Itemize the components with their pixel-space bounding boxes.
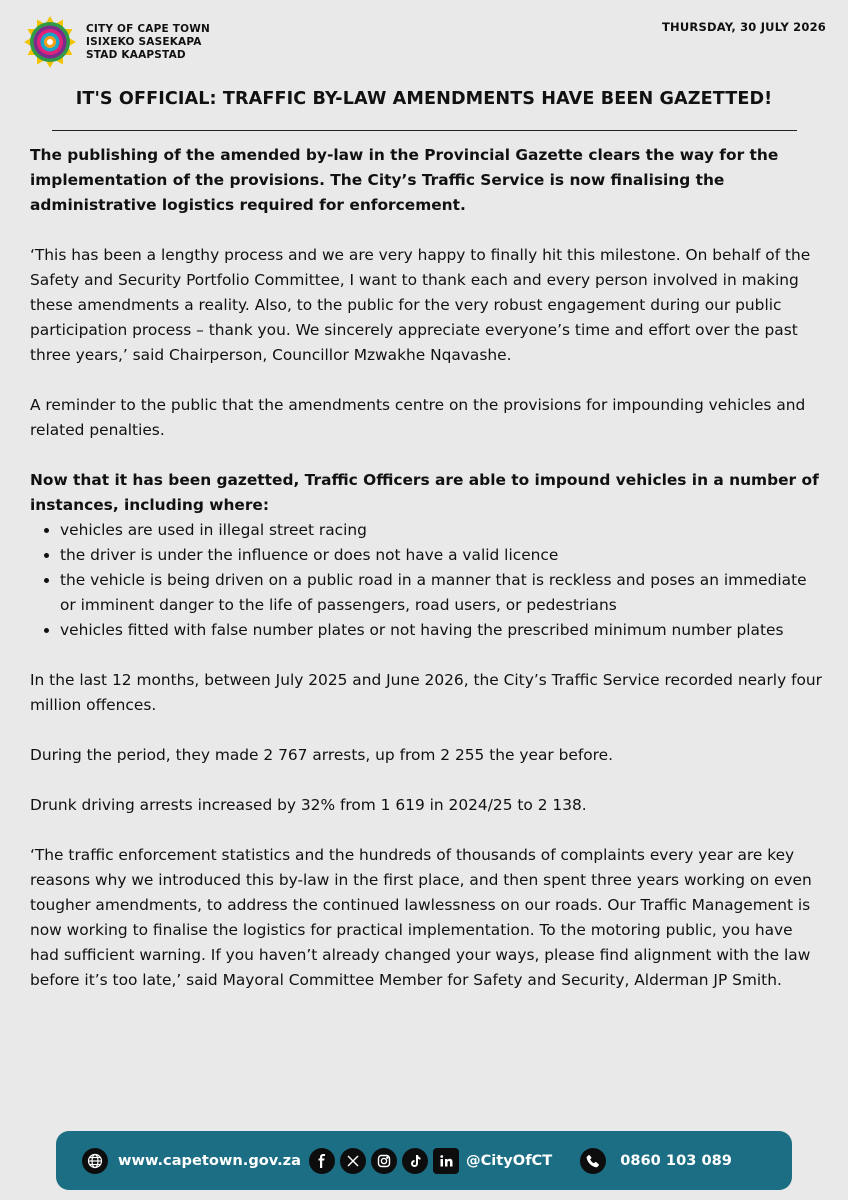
stat-paragraph-2: During the period, they made 2 767 arrests, up from 2 255 the year before.: [30, 746, 614, 764]
tiktok-icon[interactable]: [402, 1148, 428, 1174]
quote-paragraph-1: ‘This has been a lengthy process and we are very happy to finally hit this milestone. On behalf of the Safety and Security Portfolio Committee, I want to thank each and every person involved in making these amendments a reality. Also, to the public for the very robust engagement during our public participation process – thank you. We sincerely appreciate everyone’s time and effort over the past three years,’ said Chairperson, Councillor Mzwakhe Nqavashe.: [30, 246, 811, 364]
org-name-line3: STAD KAAPSTAD: [86, 48, 186, 61]
org-name-line1: CITY OF CAPE TOWN: [86, 22, 211, 35]
instagram-icon[interactable]: [371, 1148, 397, 1174]
article-body: [30, 143, 824, 1018]
list-item: • the vehicle is being driven on a public road in a manner that is reckless and poses an immediate or imminent danger to the life of passengers, road users, or pedestrians: [60, 568, 824, 618]
intro-paragraph: The publishing of the amended by-law in the Provincial Gazette clears the way for the implementation of the provisions. The City’s Traffic Service is now finalising the administrative logistics required for enforcement.: [30, 146, 779, 214]
impound-list: [30, 518, 824, 643]
list-item: • vehicles fitted with false number plates or not having the prescribed minimum number plates: [60, 618, 824, 643]
globe-icon: [82, 1148, 108, 1174]
stat-paragraph-3: Drunk driving arrests increased by 32% from 1 619 in 2024/25 to 2 138.: [30, 796, 587, 814]
city-logo: [24, 16, 210, 68]
org-name-line2: ISIXEKO SASEKAPA: [86, 35, 202, 48]
phone-icon: [580, 1148, 606, 1174]
footer-bar: [56, 1131, 792, 1190]
headline: IT'S OFFICIAL: TRAFFIC BY-LAW AMENDMENTS HAVE BEEN GAZETTED!: [75, 89, 773, 109]
facebook-icon[interactable]: [309, 1148, 335, 1174]
x-icon[interactable]: [340, 1148, 366, 1174]
publish-date: THURSDAY, 30 JULY 2026: [662, 20, 826, 34]
social-icons: [309, 1148, 464, 1174]
linkedin-icon[interactable]: [433, 1148, 459, 1174]
reminder-paragraph: A reminder to the public that the amendments centre on the provisions for impounding vehicles and related penalties.: [30, 396, 806, 439]
headline-divider: [52, 130, 797, 131]
city-emblem-icon: [24, 16, 76, 68]
stat-paragraph-1: In the last 12 months, between July 2025 and June 2026, the City’s Traffic Service recorded nearly four million offences.: [30, 671, 822, 714]
quote-paragraph-2: ‘The traffic enforcement statistics and the hundreds of thousands of complaints every year are key reasons why we introduced this by-law in the first place, and then spent three years working on even tougher amendments, to address the continued lawlessness on our roads. Our Traffic Management is now working to finalise the logistics for practical implementation. To the motoring public, you have had sufficient warning. If you haven’t already changed your ways, please find alignment with the law before it’s too late,’ said Mayoral Committee Member for Safety and Security, Alderman JP Smith.: [30, 846, 812, 989]
list-item: • vehicles are used in illegal street racing: [60, 518, 824, 543]
list-lead-paragraph: Now that it has been gazetted, Traffic Officers are able to impound vehicles in a number of instances, including where:: [30, 471, 819, 514]
list-item: • the driver is under the influence or does not have a valid licence: [60, 543, 824, 568]
social-handle[interactable]: @CityOfCT: [466, 1152, 553, 1169]
org-name: [86, 23, 210, 62]
phone-number[interactable]: 0860 103 089: [620, 1152, 732, 1169]
website-link[interactable]: www.capetown.gov.za: [118, 1152, 301, 1169]
